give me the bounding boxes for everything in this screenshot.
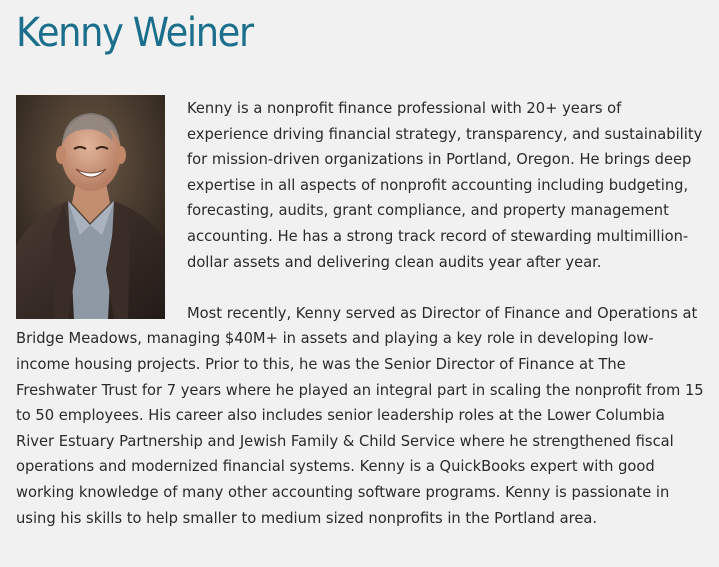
bio-paragraph-2: Most recently, Kenny served as Director of Finance and Operations at Bridge Meadows, managing $40M+ in assets and playing a key role in developing low-income housing projects. Prior to this, he was the Senior Director of Finance at The Freshwater Trust for 7 years where he played an integral part in scaling the nonprofit from 15 to 50 employees. His career also includes senior leadership roles at the Lower Columbia River Estuary Partnership and Jewish Family & Child Service where he strengthened fiscal operations and modernized financial systems. Kenny is a QuickBooks expert with good working knowledge of many other accounting software programs. Kenny is passionate in using his skills to help smaller to medium sized nonprofits in the Portland area. xyxy=(16,304,704,527)
headshot-photo xyxy=(16,95,165,319)
profile-bio xyxy=(16,96,706,531)
profile-name: Kenny Weiner xyxy=(16,10,253,56)
bio-paragraph-1: Kenny is a nonprofit finance professional with 20+ years of experience driving financial strategy, transparency, and sustainability for mission-driven organizations in Portland, Oregon. He brings deep expertise in all aspects of nonprofit accounting including budgeting, forecasting, audits, grant compliance, and property management accounting. He has a strong track record of stewarding multimillion-dollar assets and delivering clean audits year after year. xyxy=(187,100,703,271)
